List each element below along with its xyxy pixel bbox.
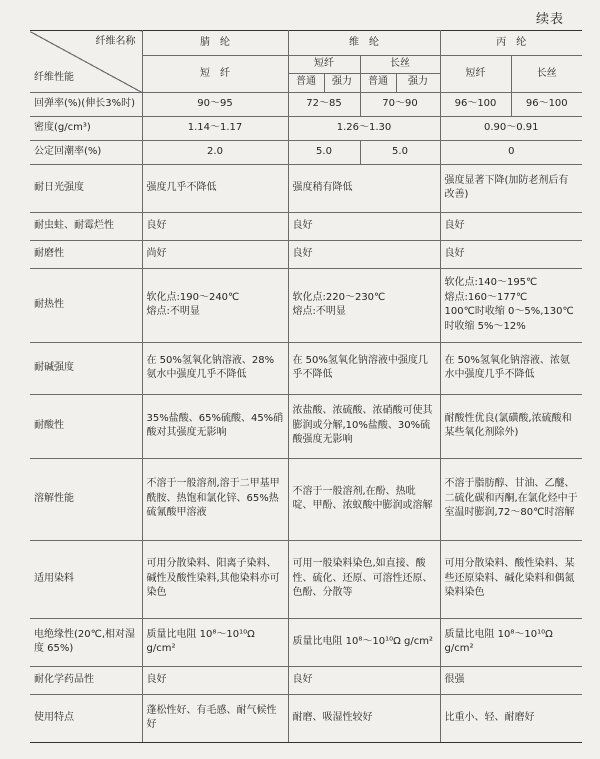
table-row [30, 458, 582, 540]
table-cell: 5.0 [288, 140, 360, 164]
cell-line: 100℃时收缩 0～5%,130℃时收缩 5%～12% [444, 306, 574, 332]
table-cell: 可用一般染料染色,如直接、酸性、硫化、还原、可溶性还原、色酚、分散等 [288, 540, 440, 618]
cell-line: 软化点:190～240℃ [146, 291, 240, 303]
table-row [30, 540, 582, 618]
table-cell: 35%盐酸、65%硫酸、45%硝酸对其强度无影响 [142, 394, 288, 458]
header-vinylon-short-strong: 强力 [324, 73, 360, 92]
header-vinylon-long-strong: 强力 [396, 73, 440, 92]
table-cell: 质量比电阻 10⁸～10¹⁰Ω g/cm² [440, 618, 582, 666]
header-vinylon: 维 纶 [288, 31, 440, 56]
fiber-properties-table [30, 30, 582, 743]
table-row [30, 268, 582, 342]
row-label: 适用染料 [30, 540, 142, 618]
header-vinylon-long-normal: 普通 [360, 73, 396, 92]
table-cell: 在 50%氢氧化钠溶液中强度几乎不降低 [288, 342, 440, 394]
table-row [30, 212, 582, 240]
row-label: 溶解性能 [30, 458, 142, 540]
row-label: 耐酸性 [30, 394, 142, 458]
table-cell [440, 268, 582, 342]
table-cell: 90～95 [142, 92, 288, 116]
header-vinylon-short: 短纤 [288, 56, 360, 74]
header-row-1 [30, 31, 582, 56]
fiber-property-label: 纤维性能 [34, 72, 74, 83]
row-label: 回弹率(%)(伸长3%时) [30, 92, 142, 116]
table-row [30, 92, 582, 116]
table-cell: 尚好 [142, 240, 288, 268]
row-label: 耐日光强度 [30, 164, 142, 212]
row-label: 耐磨性 [30, 240, 142, 268]
table-cell: 强度稍有降低 [288, 164, 440, 212]
row-label: 公定回潮率(%) [30, 140, 142, 164]
row-label: 耐碱强度 [30, 342, 142, 394]
table-cell: 强度显著下降(加防老剂后有改善) [440, 164, 582, 212]
table-row [30, 394, 582, 458]
cell-line: 熔点:160～177℃ [444, 291, 528, 303]
table-caption: 续表 [535, 12, 564, 27]
row-label: 耐化学药品性 [30, 666, 142, 694]
table-cell: 良好 [440, 212, 582, 240]
table-cell: 在 50%氢氧化钠溶液、28%氨水中强度几乎不降低 [142, 342, 288, 394]
table-row [30, 342, 582, 394]
cell-line: 软化点:140～195℃ [444, 277, 538, 288]
cell-line: 软化点:220～230℃ [292, 291, 386, 303]
header-acrylic-short: 短 纤 [142, 56, 288, 93]
table-cell: 1.14～1.17 [142, 116, 288, 140]
table-cell: 72～85 [288, 92, 360, 116]
table-cell: 蓬松性好、有毛感、耐气候性好 [142, 694, 288, 742]
header-pp-long: 长丝 [511, 56, 582, 93]
table-cell: 不溶于一般溶剂,溶于二甲基甲酰胺、热饱和氯化锌、65%热硫氰酸甲溶液 [142, 458, 288, 540]
header-acrylic: 腈 纶 [142, 31, 288, 56]
table-cell: 良好 [142, 212, 288, 240]
header-vinylon-long: 长丝 [360, 56, 440, 74]
header-pp-short: 短纤 [440, 56, 511, 93]
row-label: 密度(g/cm³) [30, 116, 142, 140]
table-cell: 良好 [288, 666, 440, 694]
table-row [30, 240, 582, 268]
table-cell: 5.0 [360, 140, 440, 164]
table-cell [288, 268, 440, 342]
diagonal-header-cell [30, 31, 142, 93]
table-row [30, 618, 582, 666]
table-cell: 不溶于脂肪醇、甘油、乙醚、二硫化碳和丙酮,在氯化烃中于室温时膨润,72～80℃时溶解 [440, 458, 582, 540]
table-cell: 良好 [142, 666, 288, 694]
table-row [30, 666, 582, 694]
header-vinylon-short-normal: 普通 [288, 73, 324, 92]
table-cell: 可用分散染料、阳离子染料、碱性及酸性染料,其他染料亦可染色 [142, 540, 288, 618]
table-cell: 良好 [288, 212, 440, 240]
table-row [30, 694, 582, 742]
cell-line: 熔点:不明显 [292, 306, 346, 317]
table-cell: 比重小、轻、耐磨好 [440, 694, 582, 742]
row-label: 使用特点 [30, 694, 142, 742]
fiber-name-label: 纤维名称 [95, 36, 136, 47]
table-cell: 质量比电阻 10⁸～10¹⁰Ω g/cm² [288, 618, 440, 666]
table-cell: 浓盐酸、浓硫酸、浓硝酸可使其膨润或分解,10%盐酸、30%硫酸强度无影响 [288, 394, 440, 458]
table-cell: 不溶于一般溶剂,在酚、热吡啶、甲酚、浓蚁酸中膨润或溶解 [288, 458, 440, 540]
table-row [30, 116, 582, 140]
header-polypropylene: 丙 纶 [440, 31, 582, 56]
cell-line: 熔点:不明显 [146, 306, 200, 317]
row-label: 耐虫蛀、耐霉烂性 [30, 212, 142, 240]
table-cell: 1.26～1.30 [288, 116, 440, 140]
table-cell: 在 50%氢氧化钠溶液、浓氨水中强度几乎不降低 [440, 342, 582, 394]
table-row [30, 140, 582, 164]
table-cell: 可用分散染料、酸性染料、某些还原染料、碱化染料和偶氮染料染色 [440, 540, 582, 618]
table-cell: 很强 [440, 666, 582, 694]
table-cell: 96～100 [440, 92, 511, 116]
table-cell: 良好 [288, 240, 440, 268]
table-cell: 良好 [440, 240, 582, 268]
table-cell: 2.0 [142, 140, 288, 164]
table-cell: 96～100 [511, 92, 582, 116]
row-label: 电绝缘性(20℃,相对湿度 65%) [30, 618, 142, 666]
table-cell: 耐酸性优良(氯磺酸,浓硫酸和某些氧化剂除外) [440, 394, 582, 458]
table-cell: 强度几乎不降低 [142, 164, 288, 212]
row-label: 耐热性 [30, 268, 142, 342]
table-cell [142, 268, 288, 342]
table-cell: 70～90 [360, 92, 440, 116]
table-cell: 质量比电阻 10⁸～10¹⁰Ω g/cm² [142, 618, 288, 666]
table-row [30, 164, 582, 212]
table-cell: 耐磨、吸湿性较好 [288, 694, 440, 742]
table-cell: 0 [440, 140, 582, 164]
table-cell: 0.90～0.91 [440, 116, 582, 140]
